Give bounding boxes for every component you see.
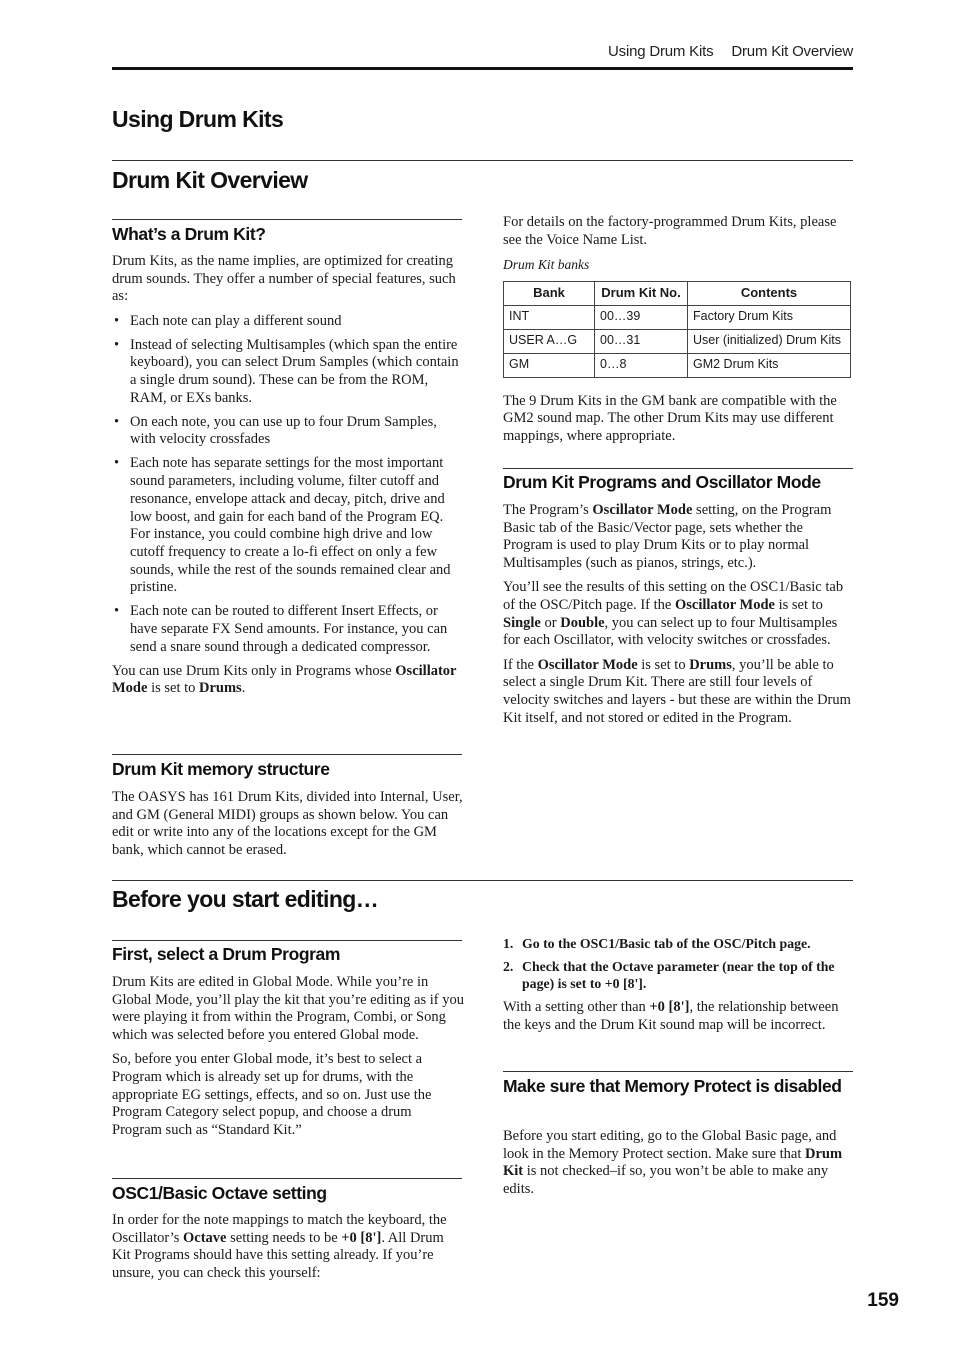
text-run: . (241, 680, 246, 697)
memory-rule (112, 754, 462, 755)
header-rule (112, 67, 853, 70)
text-run: is set to (774, 597, 823, 614)
column-header: Contents (688, 281, 851, 305)
text-run: is set to (147, 680, 199, 697)
whats-outro (112, 663, 464, 698)
table-cell: Factory Drum Kits (688, 305, 851, 329)
table-cell: User (initialized) Drum Kits (688, 329, 851, 353)
bold-term: Drums (689, 656, 732, 673)
details-text: For details on the factory-programmed Drum Kits, please see the Voice Name List. (503, 214, 837, 248)
table-cell: GM (504, 353, 595, 377)
bold-term: +0 [8'] (341, 1229, 382, 1246)
protect-heading: Make sure that Memory Protect is disabled (503, 1076, 842, 1096)
gm-compat-text: The 9 Drum Kits in the GM bank are compatible with the GM2 sound map. The other Drum Kits may use different mappings, where appropriate. (503, 392, 837, 445)
table-caption: Drum Kit banks (503, 256, 590, 272)
whats-intro: Drum Kits, as the name implies, are optimized for creating drum sounds. They offer a number of special features, such as: (112, 253, 456, 305)
text-run: You’ll see the results of this setting on the OSC1/Basic tab of the OSC/Pitch page. If the (503, 579, 844, 614)
bold-term: Double (560, 614, 605, 631)
bold-term: Drums (199, 680, 242, 697)
table-header-row (504, 281, 851, 305)
before-heading: Before you start editing… (112, 886, 379, 912)
octave-heading: OSC1/Basic Octave setting (112, 1183, 327, 1203)
whats-rule (112, 219, 462, 220)
text-run: setting, on the Program Basic tab of the Basic/Vector page, sets whether the Program is used to play Drum Kits or to play normal Multisamples (such as pianos, strings, etc.). (503, 502, 832, 572)
step-item: 1. Go to the OSC1/Basic tab of the OSC/Pitch page. (503, 935, 855, 953)
bold-term: +0 [8'] (649, 999, 690, 1016)
table-cell: USER A…G (504, 329, 595, 353)
memory-heading: Drum Kit memory structure (112, 759, 330, 779)
bold-term: Drum Kit (503, 1145, 843, 1180)
overview-rule (112, 160, 853, 161)
drum-kit-banks-table (503, 281, 851, 378)
osc-mode-p3 (503, 657, 855, 728)
list-item: • On each note, you can use up to four Drum Samples, with velocity crossfades (112, 414, 464, 449)
select-p2: So, before you enter Global mode, it’s best to select a Program which is already set up for drums, with the appropriate EG settings, effects, and so on. Just use the Program Category select popup, and choose a drum Program such as “Standard Kit.” (112, 1051, 432, 1139)
page-title: Using Drum Kits (112, 106, 284, 132)
before-rule (112, 880, 853, 881)
memory-text: The OASYS has 161 Drum Kits, divided into Internal, User, and GM (General MIDI) groups as shown below. You can edit or write into any of the locations except for the GM bank, which cannot be erased. (112, 789, 463, 859)
text-run: You can use Drum Kits only in Programs whose (112, 662, 396, 679)
select-heading: First, select a Drum Program (112, 944, 341, 964)
whats-heading: What’s a Drum Kit? (112, 224, 266, 244)
table-row (504, 353, 851, 377)
steps-section (503, 935, 855, 1041)
text-run: is set to (637, 656, 690, 673)
protect-section (503, 1128, 855, 1205)
text-run: . All Drum Kit Programs should have this setting already. If you’re unsure, you can check this yourself: (112, 1229, 444, 1282)
octave-section (112, 1212, 464, 1289)
feature-list (112, 313, 464, 657)
list-item-text: Each note has separate settings for the most important sound parameters, including volume, filter cutoff and resonance, envelope attack and decay, pitch, drive and low boost, and gain for each band of the Program EQ. (130, 455, 445, 525)
header-subsection: Drum Kit Overview (731, 43, 853, 60)
setting-text (503, 999, 855, 1034)
text-run: In order for the note mappings to match the keyboard, the Oscillator’s (112, 1212, 447, 1246)
text-run: , the relationship between the keys and the Drum Kit sound map will be incorrect. (503, 999, 839, 1033)
table-cell: GM2 Drum Kits (688, 353, 851, 377)
list-item: • Each note can play a different sound (112, 313, 464, 331)
text-run: is not checked–if so, you won’t be able to make any edits. (503, 1163, 829, 1198)
column-header: Drum Kit No. (595, 281, 688, 305)
select-section (112, 974, 464, 1146)
list-item-continuation: For instance, you could combine high drive and low cutoff frequency to create a lo-fi effect on only a few sounds, while the rest of the sounds remained clear and pristine. (130, 526, 451, 596)
overview-heading: Drum Kit Overview (112, 167, 308, 193)
protect-rule (503, 1071, 853, 1072)
bold-term: Oscillator Mode (674, 597, 775, 614)
table-cell: 00…39 (595, 305, 688, 329)
octave-text (112, 1212, 464, 1283)
page-number: 159 (867, 1290, 899, 1311)
osc-mode-p2 (503, 579, 855, 650)
column-header: Bank (504, 281, 595, 305)
table-row (504, 329, 851, 353)
table-row (504, 305, 851, 329)
whats-section (112, 253, 464, 705)
table-cell: INT (504, 305, 595, 329)
list-item: • Each note can be routed to different Insert Effects, or have separate FX Send amounts. For instance, you can send a snare sound through a dedicated compressor. (112, 603, 464, 656)
text-run: Before you start editing, go to the Global Basic page, and look in the Memory Protect section. Make sure that (503, 1128, 837, 1162)
text-run: or (540, 614, 561, 631)
table-cell: 0…8 (595, 353, 688, 377)
header-section: Using Drum Kits (608, 43, 714, 60)
list-item: • Instead of selecting Multisamples (which span the entire keyboard), you can select Drum Samples (which contain a single drum sound). These can be from the ROM, RAM, or EXs banks. (112, 337, 464, 408)
select-rule (112, 940, 462, 941)
text-run: The Program’s (503, 502, 593, 518)
list-item (112, 455, 464, 597)
bold-term: Octave (183, 1229, 227, 1246)
text-run: setting needs to be (226, 1229, 342, 1246)
osc-mode-heading: Drum Kit Programs and Oscillator Mode (503, 472, 821, 492)
text-run: With a setting other than (503, 999, 650, 1016)
protect-text (503, 1128, 855, 1199)
bold-term: Single (503, 614, 541, 631)
memory-section (112, 789, 464, 866)
bold-term: Oscillator Mode (592, 502, 693, 518)
step-item: 2. Check that the Octave parameter (near the top of the page) is set to +0 [8']. (503, 958, 855, 993)
text-run: , you’ll be able to select a single Drum Kit. There are still four levels of velocity switches and layers - but these are within the Drum Kit itself, and not stored or edited in the Program. (503, 656, 851, 726)
text-run: , you can select up to four Multisamples for each Oscillator, with velocity switches or crossfades. (503, 614, 838, 649)
octave-rule (112, 1178, 462, 1179)
table-cell: 00…31 (595, 329, 688, 353)
osc-mode-p1 (503, 502, 855, 573)
text-run: If the (503, 656, 538, 673)
bold-term: Oscillator Mode (537, 656, 638, 673)
running-header (608, 43, 853, 60)
osc-mode-rule (503, 468, 853, 469)
steps-list (503, 935, 855, 993)
bold-term: Oscillator Mode (112, 662, 457, 697)
banks-section (503, 214, 855, 452)
osc-mode-section (503, 502, 855, 734)
select-p1: Drum Kits are edited in Global Mode. While you’re in Global Mode, you’ll play the kit that you’re editing as if you were playing it from within the Program, Combi, or Song which was selected before you entered Global mode. (112, 974, 464, 1044)
